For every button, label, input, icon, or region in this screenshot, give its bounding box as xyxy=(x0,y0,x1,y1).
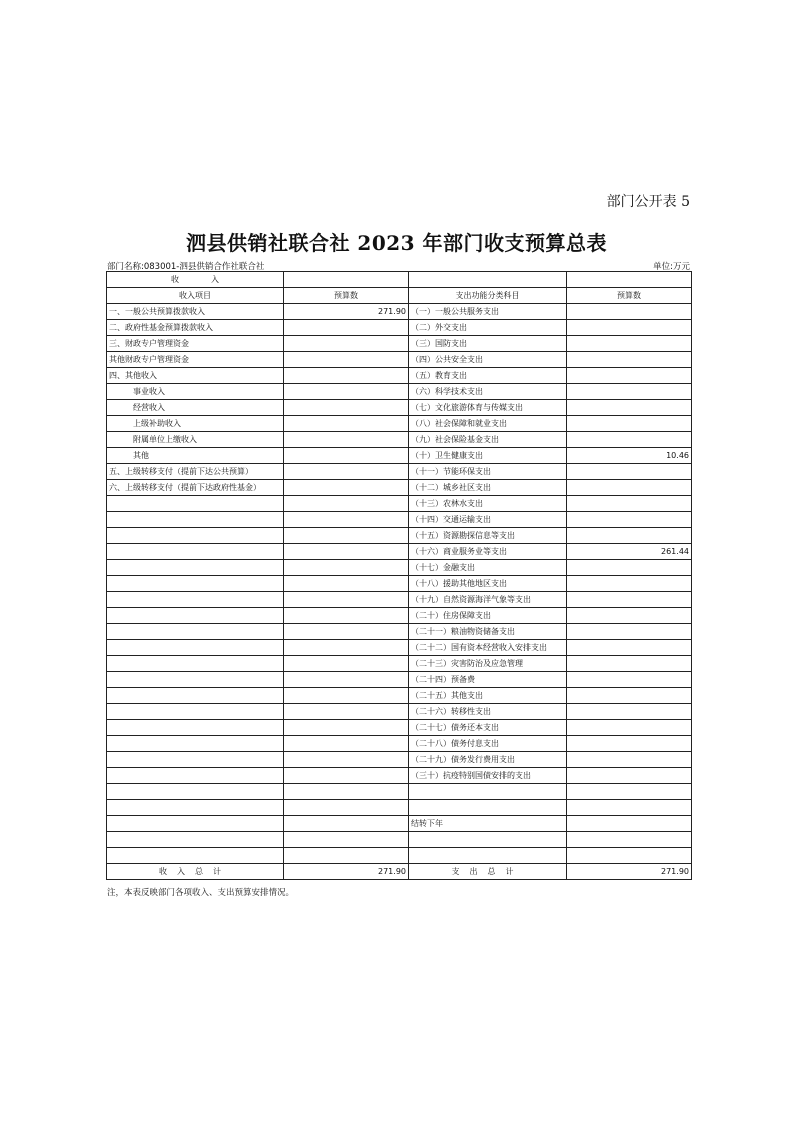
income-item-cell xyxy=(107,800,284,816)
expense-amount-cell xyxy=(567,784,692,800)
expense-amount-cell xyxy=(567,816,692,832)
income-item-cell xyxy=(107,816,284,832)
income-item-cell: 一、一般公共预算拨款收入 xyxy=(107,304,284,320)
income-amount-cell xyxy=(284,624,409,640)
income-amount-cell xyxy=(284,672,409,688)
expense-item-cell: （十）卫生健康支出 xyxy=(409,448,567,464)
income-item-cell xyxy=(107,656,284,672)
income-item-cell xyxy=(107,640,284,656)
expense-amount-cell xyxy=(567,576,692,592)
expense-amount-cell xyxy=(567,736,692,752)
table-row xyxy=(107,304,692,320)
expense-amount-cell xyxy=(567,512,692,528)
expense-item-cell: （七）文化旅游体育与传媒支出 xyxy=(409,400,567,416)
expense-item-cell: （二）外交支出 xyxy=(409,320,567,336)
table-row xyxy=(107,448,692,464)
income-total-label: 收入总计 xyxy=(107,864,284,880)
income-item-cell xyxy=(107,832,284,848)
expense-amount-cell xyxy=(567,656,692,672)
expense-item-cell: （十四）交通运输支出 xyxy=(409,512,567,528)
expense-item-cell: （六）科学技术支出 xyxy=(409,384,567,400)
unit-label: 单位:万元 xyxy=(653,262,690,272)
table-row xyxy=(107,624,692,640)
expense-item-cell: （十六）商业服务业等支出 xyxy=(409,544,567,560)
expense-item-cell xyxy=(409,832,567,848)
expense-item-cell: （二十九）债务发行费用支出 xyxy=(409,752,567,768)
expense-amount-cell xyxy=(567,848,692,864)
income-amount-cell xyxy=(284,640,409,656)
expense-amount-header: 预算数 xyxy=(567,288,692,304)
department-name: 部门名称:083001-泗县供销合作社联合社 xyxy=(107,262,265,272)
footnote: 注，本表反映部门各项收入、支出预算安排情况。 xyxy=(107,888,295,898)
income-amount-cell xyxy=(284,432,409,448)
income-item-cell: 六、上级转移支付（提前下达政府性基金） xyxy=(107,480,284,496)
income-total-amount: 271.90 xyxy=(284,864,409,880)
income-amount-cell xyxy=(284,848,409,864)
expense-item-cell: （十九）自然资源海洋气象等支出 xyxy=(409,592,567,608)
expense-item-cell: （二十二）国有资本经营收入安排支出 xyxy=(409,640,567,656)
income-amount-cell xyxy=(284,688,409,704)
expense-amount-cell xyxy=(567,304,692,320)
income-item-cell xyxy=(107,560,284,576)
expense-item-cell: （二十七）债务还本支出 xyxy=(409,720,567,736)
expense-amount-cell xyxy=(567,464,692,480)
expense-item-header: 支出功能分类科目 xyxy=(409,288,567,304)
expense-amount-cell xyxy=(567,496,692,512)
expense-amount-cell xyxy=(567,416,692,432)
income-amount-cell xyxy=(284,544,409,560)
expense-item-cell: （二十五）其他支出 xyxy=(409,688,567,704)
income-amount-cell xyxy=(284,400,409,416)
expense-amount-cell xyxy=(567,640,692,656)
table-row xyxy=(107,688,692,704)
income-item-cell xyxy=(107,608,284,624)
expense-amount-cell xyxy=(567,800,692,816)
income-item-cell xyxy=(107,752,284,768)
table-row xyxy=(107,816,692,832)
table-row xyxy=(107,832,692,848)
income-item-cell xyxy=(107,576,284,592)
expense-amount-cell xyxy=(567,592,692,608)
expense-item-cell: （十二）城乡社区支出 xyxy=(409,480,567,496)
expense-item-cell: （十三）农林水支出 xyxy=(409,496,567,512)
income-amount-cell xyxy=(284,336,409,352)
table-row xyxy=(107,752,692,768)
table-row xyxy=(107,656,692,672)
expense-amount-cell xyxy=(567,320,692,336)
income-item-cell xyxy=(107,704,284,720)
income-amount-cell xyxy=(284,608,409,624)
income-item-cell: 事业收入 xyxy=(107,384,284,400)
table-row xyxy=(107,848,692,864)
income-amount-cell xyxy=(284,320,409,336)
expense-amount-cell xyxy=(567,720,692,736)
table-row xyxy=(107,720,692,736)
income-amount-cell xyxy=(284,784,409,800)
income-amount-header: 预算数 xyxy=(284,288,409,304)
table-row xyxy=(107,768,692,784)
expense-item-cell: （五）教育支出 xyxy=(409,368,567,384)
income-header: 收 入 xyxy=(107,272,284,288)
expense-amount-cell: 10.46 xyxy=(567,448,692,464)
expense-amount-cell xyxy=(567,368,692,384)
income-amount-cell xyxy=(284,352,409,368)
table-row xyxy=(107,512,692,528)
income-amount-cell xyxy=(284,512,409,528)
expense-total-amount: 271.90 xyxy=(567,864,692,880)
income-item-cell xyxy=(107,672,284,688)
income-amount-cell xyxy=(284,464,409,480)
table-row xyxy=(107,336,692,352)
expense-amount-cell xyxy=(567,832,692,848)
page-title: 泗县供销社联合社 2023 年部门收支预算总表 xyxy=(185,231,608,255)
table-row xyxy=(107,560,692,576)
expense-item-cell: 结转下年 xyxy=(409,816,567,832)
income-item-cell: 其他财政专户管理资金 xyxy=(107,352,284,368)
income-item-cell xyxy=(107,624,284,640)
expense-item-cell xyxy=(409,800,567,816)
table-row xyxy=(107,496,692,512)
expense-amount-cell xyxy=(567,752,692,768)
expense-amount-cell xyxy=(567,480,692,496)
table-row xyxy=(107,368,692,384)
income-item-cell xyxy=(107,496,284,512)
expense-item-cell: （三）国防支出 xyxy=(409,336,567,352)
expense-amount-cell xyxy=(567,624,692,640)
income-item-header: 收入项目 xyxy=(107,288,284,304)
income-amount-cell xyxy=(284,752,409,768)
income-item-cell xyxy=(107,736,284,752)
expense-item-cell: （二十三）灾害防治及应急管理 xyxy=(409,656,567,672)
income-amount-cell xyxy=(284,656,409,672)
table-row xyxy=(107,592,692,608)
income-amount-cell xyxy=(284,480,409,496)
income-amount-cell xyxy=(284,736,409,752)
expense-amount-cell xyxy=(567,608,692,624)
income-item-cell xyxy=(107,544,284,560)
table-row xyxy=(107,432,692,448)
income-amount-cell: 271.90 xyxy=(284,304,409,320)
income-amount-cell xyxy=(284,576,409,592)
expense-amount-cell xyxy=(567,672,692,688)
expense-total-label: 支出总计 xyxy=(409,864,567,880)
table-row xyxy=(107,736,692,752)
expense-amount-cell xyxy=(567,768,692,784)
table-row xyxy=(107,576,692,592)
income-amount-cell xyxy=(284,592,409,608)
expense-amount-cell xyxy=(567,704,692,720)
income-amount-cell xyxy=(284,384,409,400)
expense-item-cell: （二十六）转移性支出 xyxy=(409,704,567,720)
expense-amount-cell xyxy=(567,336,692,352)
expense-amount-cell xyxy=(567,400,692,416)
header-row-columns xyxy=(107,288,692,304)
income-amount-cell xyxy=(284,816,409,832)
income-item-cell xyxy=(107,528,284,544)
income-amount-cell xyxy=(284,720,409,736)
table-row xyxy=(107,464,692,480)
income-item-cell: 上级补助收入 xyxy=(107,416,284,432)
expense-item-cell xyxy=(409,784,567,800)
income-item-cell: 其他 xyxy=(107,448,284,464)
income-item-cell xyxy=(107,784,284,800)
income-item-cell: 三、财政专户管理资金 xyxy=(107,336,284,352)
income-item-cell xyxy=(107,592,284,608)
table-row xyxy=(107,672,692,688)
expense-item-cell: （十五）资源勘探信息等支出 xyxy=(409,528,567,544)
income-item-cell: 二、政府性基金预算拨款收入 xyxy=(107,320,284,336)
page-tag: 部门公开表 5 xyxy=(606,194,690,210)
income-item-cell xyxy=(107,848,284,864)
table-row xyxy=(107,800,692,816)
table-row xyxy=(107,400,692,416)
table-row xyxy=(107,416,692,432)
income-amount-cell xyxy=(284,528,409,544)
income-amount-cell xyxy=(284,832,409,848)
expense-amount-cell xyxy=(567,528,692,544)
expense-item-cell: （四）公共安全支出 xyxy=(409,352,567,368)
income-amount-cell xyxy=(284,560,409,576)
expense-item-cell: （十八）援助其他地区支出 xyxy=(409,576,567,592)
table-row xyxy=(107,320,692,336)
income-item-cell xyxy=(107,512,284,528)
expense-amount-cell xyxy=(567,432,692,448)
expense-item-cell: （三十）抗疫特别国债安排的支出 xyxy=(409,768,567,784)
table-row xyxy=(107,352,692,368)
income-amount-cell xyxy=(284,496,409,512)
expense-amount-cell xyxy=(567,384,692,400)
income-item-cell xyxy=(107,720,284,736)
income-amount-cell xyxy=(284,800,409,816)
table-row xyxy=(107,544,692,560)
expense-item-cell: （十一）节能环保支出 xyxy=(409,464,567,480)
income-amount-cell xyxy=(284,768,409,784)
expense-item-cell: （二十四）预备费 xyxy=(409,672,567,688)
table-row xyxy=(107,784,692,800)
header-row-income xyxy=(107,272,692,288)
expense-amount-cell xyxy=(567,560,692,576)
expense-amount-cell xyxy=(567,688,692,704)
income-item-cell xyxy=(107,768,284,784)
income-item-cell: 附属单位上缴收入 xyxy=(107,432,284,448)
income-amount-cell xyxy=(284,368,409,384)
income-amount-cell xyxy=(284,704,409,720)
table-row xyxy=(107,528,692,544)
expense-item-cell: （十七）金融支出 xyxy=(409,560,567,576)
expense-amount-cell: 261.44 xyxy=(567,544,692,560)
totals-row xyxy=(107,864,692,880)
table-row xyxy=(107,704,692,720)
expense-amount-cell xyxy=(567,352,692,368)
table-row xyxy=(107,480,692,496)
expense-item-cell xyxy=(409,848,567,864)
expense-item-cell: （一）一般公共服务支出 xyxy=(409,304,567,320)
budget-table xyxy=(106,271,692,880)
income-amount-cell xyxy=(284,448,409,464)
expense-item-cell: （二十八）债务付息支出 xyxy=(409,736,567,752)
expense-item-cell: （九）社会保险基金支出 xyxy=(409,432,567,448)
income-item-cell xyxy=(107,688,284,704)
expense-item-cell: （八）社会保障和就业支出 xyxy=(409,416,567,432)
table-row xyxy=(107,608,692,624)
expense-item-cell: （二十）住房保障支出 xyxy=(409,608,567,624)
table-row xyxy=(107,384,692,400)
income-item-cell: 五、上级转移支付（提前下达公共预算） xyxy=(107,464,284,480)
income-amount-cell xyxy=(284,416,409,432)
expense-item-cell: （二十一）粮油物资储备支出 xyxy=(409,624,567,640)
table-row xyxy=(107,640,692,656)
income-item-cell: 经营收入 xyxy=(107,400,284,416)
income-item-cell: 四、其他收入 xyxy=(107,368,284,384)
